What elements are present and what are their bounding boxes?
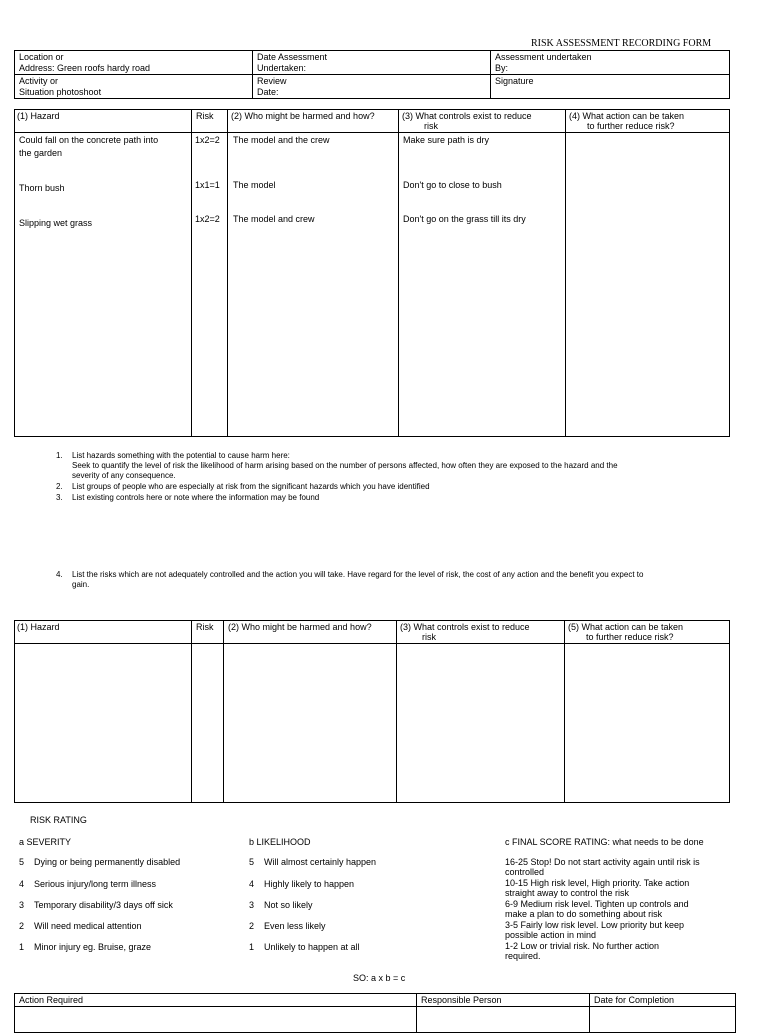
instruction-item-cont: Seek to quantify the level of risk the likelihood of harm arising based on the number of persons affected, how often they are exposed to the hazard and the [72, 461, 618, 470]
who-cell: The model and crew [233, 214, 315, 224]
likelihood-number: 2 [249, 921, 255, 931]
who-cell: The model and the crew [233, 135, 330, 145]
table-header-divider [14, 132, 730, 133]
instruction-item: List hazards something with the potential to cause harm here: [72, 451, 290, 460]
likelihood-number: 3 [249, 900, 255, 910]
final-score-line-cont: controlled [505, 867, 545, 877]
uncontrolled-risk-table [14, 620, 730, 803]
column-divider [191, 620, 192, 803]
risk-cell: 1x1=1 [195, 180, 220, 190]
hazard-table [14, 109, 730, 437]
final-score-line-cont: make a plan to do something about risk [505, 909, 663, 919]
column-divider [398, 109, 399, 437]
instruction-number: 4. [56, 570, 63, 579]
severity-text: Will need medical attention [34, 921, 142, 931]
hazard-cell: Slipping wet grass [19, 218, 93, 228]
severity-text: Minor injury eg. Bruise, graze [34, 942, 152, 952]
column-divider [565, 109, 566, 437]
likelihood-number: 1 [249, 942, 255, 952]
instruction-number: 2. [56, 482, 63, 491]
likelihood-title: b LIKELIHOOD [249, 837, 311, 847]
final-score-title: c FINAL SCORE RATING: what needs to be done [505, 837, 704, 847]
controls-cell: Make sure path is dry [403, 135, 490, 145]
final-score-line-cont: straight away to control the risk [505, 888, 630, 898]
location-label: Location or [19, 52, 64, 62]
column-divider [227, 109, 228, 437]
severity-number: 1 [19, 942, 25, 952]
likelihood-text: Unlikely to happen at all [264, 942, 360, 952]
severity-title: a SEVERITY [19, 837, 72, 847]
column-divider [416, 993, 417, 1033]
undertaken-label: Undertaken: [257, 63, 307, 73]
column-header-controls-cont: risk [422, 632, 436, 642]
column-divider [191, 109, 192, 437]
column-header-risk: Risk [196, 111, 214, 121]
form-title: RISK ASSESSMENT RECORDING FORM [531, 38, 712, 49]
severity-number: 4 [19, 879, 25, 889]
final-score-line: 6-9 Medium risk level. Tighten up controls and [505, 899, 689, 909]
column-divider [223, 620, 224, 803]
column-header-date-for-completion: Date for Completion [594, 995, 675, 1005]
table-header-divider [14, 643, 730, 644]
assessment-by-label: Assessment undertaken [495, 52, 592, 62]
date-assessment-label: Date Assessment [257, 52, 328, 62]
severity-number: 3 [19, 900, 25, 910]
column-header-responsible-person: Responsible Person [421, 995, 502, 1005]
risk-cell: 1x2=2 [195, 135, 220, 145]
column-header-who: (2) Who might be harmed and how? [228, 622, 372, 632]
risk-cell: 1x2=2 [195, 214, 220, 224]
column-divider [564, 620, 565, 803]
table-header-divider [14, 1006, 736, 1007]
column-divider [589, 993, 590, 1033]
likelihood-text: Highly likely to happen [264, 879, 355, 889]
final-score-line: 3-5 Fairly low risk level. Low priority but keep [505, 920, 685, 930]
likelihood-number: 5 [249, 857, 255, 867]
column-header-action-required: Action Required [19, 995, 84, 1005]
column-header-controls: (3) What controls exist to reduce [402, 111, 532, 121]
final-score-line: 10-15 High risk level, High priority. Take action [505, 878, 690, 888]
instruction-number: 3. [56, 493, 63, 502]
likelihood-text: Will almost certainly happen [264, 857, 377, 867]
final-score-line-cont: possible action in mind [505, 930, 597, 940]
hazard-cell: Thorn bush [19, 183, 65, 193]
final-score-line-cont: required. [505, 951, 541, 961]
likelihood-number: 4 [249, 879, 255, 889]
controls-cell: Don't go on the grass till its dry [403, 214, 526, 224]
header-divider [14, 74, 730, 75]
severity-number: 2 [19, 921, 25, 931]
risk-rating-title: RISK RATING [30, 815, 87, 825]
instruction-item-cont: gain. [72, 580, 90, 589]
likelihood-text: Not so likely [264, 900, 313, 910]
instruction-item-cont: severity of any consequence. [72, 471, 176, 480]
instruction-item: List groups of people who are especially at risk from the significant hazards which you have identified [72, 482, 430, 491]
column-header-action-cont: to further reduce risk? [586, 632, 674, 642]
instruction-item: List existing controls here or note where the information may be found [72, 493, 320, 502]
column-header-action-cont: to further reduce risk? [587, 121, 675, 131]
column-divider [396, 620, 397, 803]
controls-cell: Don't go to close to bush [403, 180, 502, 190]
column-header-controls: (3) What controls exist to reduce [400, 622, 530, 632]
column-header-action: (5) What action can be taken [568, 622, 684, 632]
review-label: Review [257, 76, 287, 86]
review-date-label: Date: [257, 87, 279, 97]
column-header-hazard: (1) Hazard [17, 111, 60, 121]
final-score-line: 1-2 Low or trivial risk. No further action [505, 941, 660, 951]
column-header-action: (4) What action can be taken [569, 111, 685, 121]
severity-text: Serious injury/long term illness [34, 879, 157, 889]
severity-text: Temporary disability/3 days off sick [34, 900, 173, 910]
final-score-line: 16-25 Stop! Do not start activity again until risk is [505, 857, 700, 867]
column-header-who: (2) Who might be harmed and how? [231, 111, 375, 121]
likelihood-text: Even less likely [264, 921, 326, 931]
who-cell: The model [233, 180, 276, 190]
signature-label: Signature [495, 76, 534, 86]
situation-value: Situation photoshoot [19, 87, 102, 97]
by-label: By: [495, 63, 509, 73]
hazard-cell: Could fall on the concrete path into [19, 135, 159, 145]
instruction-number: 1. [56, 451, 63, 460]
column-header-risk: Risk [196, 622, 214, 632]
score-formula: SO: a x b = c [353, 973, 406, 983]
column-header-controls-cont: risk [424, 121, 438, 131]
instruction-item: List the risks which are not adequately controlled and the action you will take. Have regard for the level of risk, the cost of any action and the benefit you expect to [72, 570, 644, 579]
column-header-hazard: (1) Hazard [17, 622, 60, 632]
address-value: Address: Green roofs hardy road [19, 63, 151, 73]
severity-text: Dying or being permanently disabled [34, 857, 181, 867]
hazard-cell-cont: the garden [19, 148, 63, 158]
severity-number: 5 [19, 857, 25, 867]
activity-label: Activity or [19, 76, 59, 86]
